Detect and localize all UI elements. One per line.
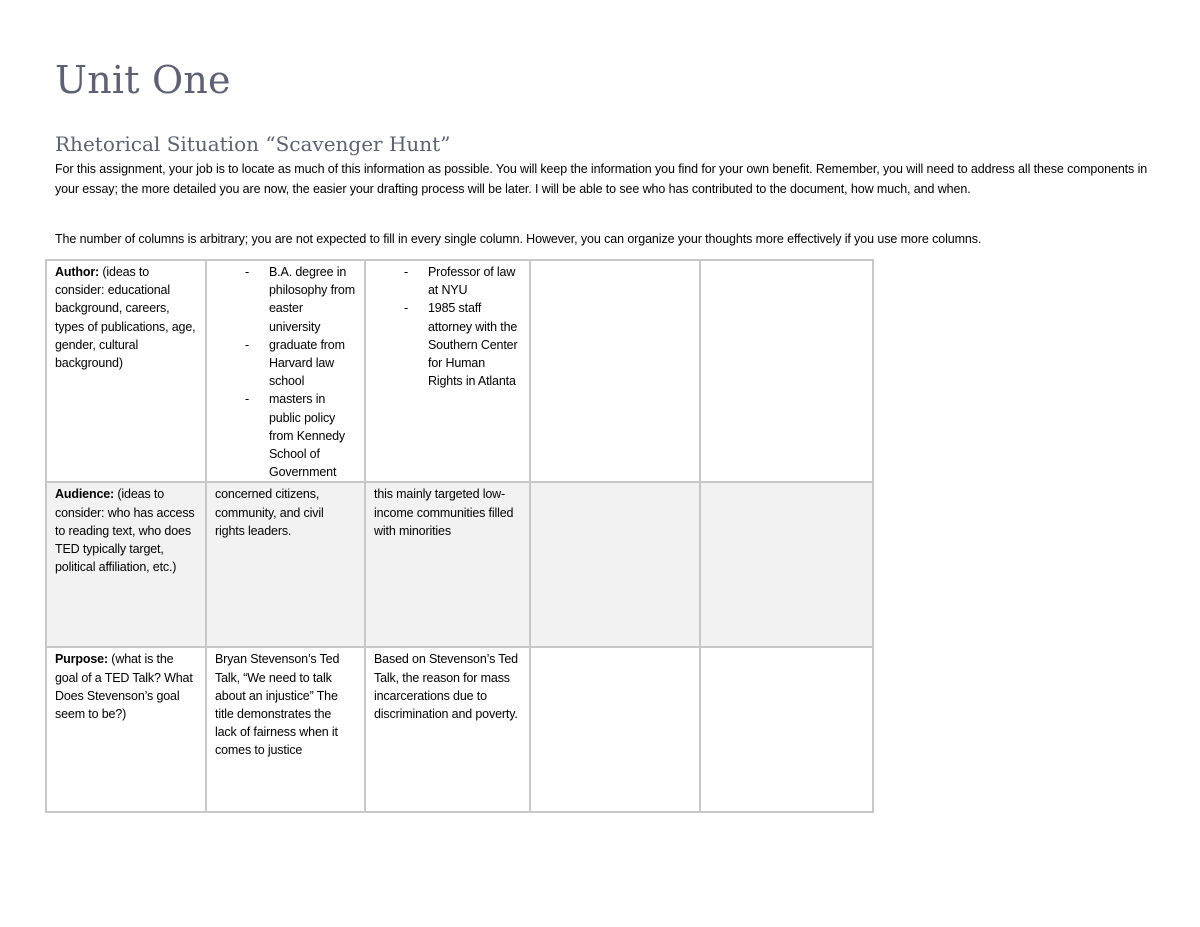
cell-text: this mainly targeted low-income communities filled with minorities [374, 487, 514, 538]
columns-note-paragraph: The number of columns is arbitrary; you are not expected to fill in every single column. However, you can organize your thoughts more effectively if you use more columns. [55, 232, 982, 246]
list-item: - masters in public policy from Kennedy School of Government [215, 390, 356, 481]
list-item: - B.A. degree in philosophy from easter university [215, 263, 356, 336]
cell-text: Bryan Stevenson’s Ted Talk, “We need to talk about an injustice” The title demonstrates the lack of fairness when it comes to justice [215, 652, 340, 758]
purpose-label: Purpose: [55, 652, 108, 667]
author-col4-cell[interactable] [530, 260, 700, 482]
purpose-col3-cell[interactable] [365, 647, 530, 812]
instructions-paragraph: For this assignment, your job is to locate as much of this information as possible. You will keep the information you find for your own benefit. Remember, you will need to address all these components in your essay; the more detailed you are now, the easier your drafting process will be later. I will be able to see who has contributed to the document, how much, and when. [55, 162, 1148, 196]
author-label-cell[interactable] [46, 260, 206, 482]
author-label: Author: [55, 265, 100, 279]
table-row-audience [46, 482, 873, 647]
purpose-label-cell[interactable] [46, 647, 206, 812]
audience-label-cell[interactable] [46, 482, 206, 647]
page-title: Unit One [55, 58, 231, 102]
list-item: - Professor of law at NYU [374, 263, 521, 299]
scavenger-hunt-table [45, 259, 874, 813]
author-col5-cell[interactable] [700, 260, 873, 482]
author-col2-cell[interactable] [206, 260, 365, 482]
purpose-hint: (what is the goal of a TED Talk? What Does Stevenson’s goal seem to be?) [55, 652, 193, 722]
audience-col2-cell[interactable] [206, 482, 365, 647]
audience-col5-cell[interactable] [700, 482, 873, 647]
audience-label: Audience: [55, 487, 115, 502]
purpose-col4-cell[interactable] [530, 647, 700, 812]
audience-hint: (ideas to consider: who has access to reading text, who does TED typically target, political affiliation, etc.) [55, 487, 195, 575]
page-subtitle: Rhetorical Situation “Scavenger Hunt” [55, 132, 451, 156]
table-row-author [46, 260, 873, 482]
list-item: - 1985 staff attorney with the Southern Center for Human Rights in Atlanta [374, 299, 521, 390]
table-row-purpose [46, 647, 873, 812]
author-col3-cell[interactable] [365, 260, 530, 482]
author-hint: (ideas to consider: educational background, careers, types of publications, age, gender, cultural background) [55, 265, 196, 371]
audience-col4-cell[interactable] [530, 482, 700, 647]
audience-col3-cell[interactable] [365, 482, 530, 647]
cell-text: Based on Stevenson’s Ted Talk, the reason for mass incarcerations due to discrimination and poverty. [374, 652, 518, 722]
purpose-col2-cell[interactable] [206, 647, 365, 812]
author-col3-list [374, 263, 521, 390]
list-item: - graduate from Harvard law school [215, 336, 356, 391]
cell-text: concerned citizens, community, and civil rights leaders. [215, 487, 324, 538]
author-col2-list [215, 263, 356, 481]
purpose-col5-cell[interactable] [700, 647, 873, 812]
